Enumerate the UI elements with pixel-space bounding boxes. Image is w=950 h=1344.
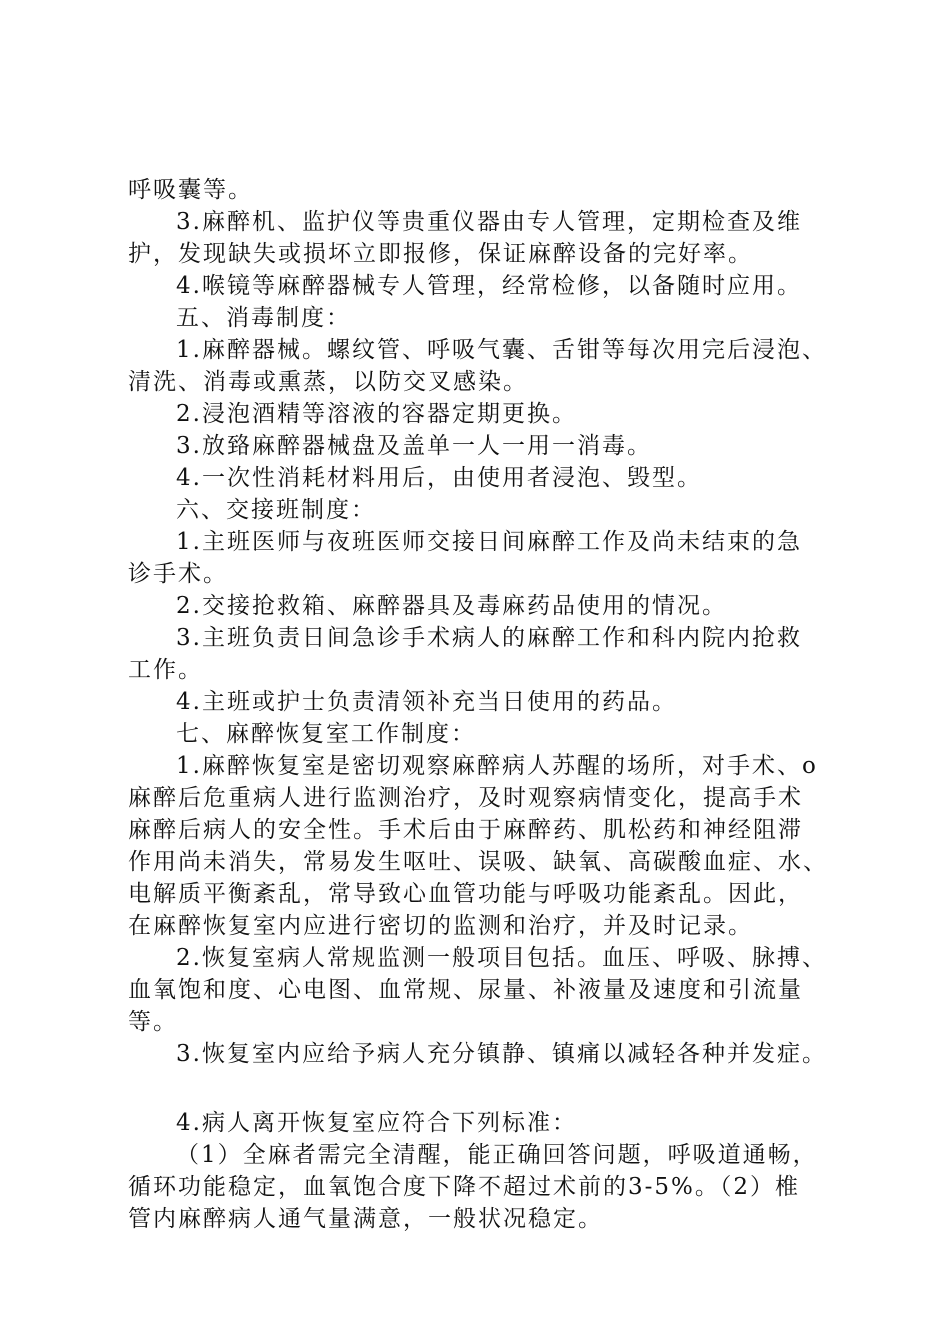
text-line: 3.放臵麻醉器械盘及盖单一人一用一消毒。 [176, 433, 652, 459]
text-line: 清洗、消毒或熏蒸，以防交叉感染。 [128, 369, 528, 395]
text-line: 麻醉后病人的安全性。手术后由于麻醉药、肌松药和神经阻滞 [128, 817, 803, 843]
text-line: 2.交接抢救箱、麻醉器具及毒麻药品使用的情况。 [176, 593, 727, 619]
text-line: 电解质平衡紊乱，常导致心血管功能与呼吸功能紊乱。因此， [128, 881, 803, 907]
text-line: 4.喉镜等麻醉器械专人管理，经常检修，以备随时应用。 [176, 273, 802, 299]
section-heading: 六、交接班制度： [176, 497, 376, 523]
text-line: 呼吸囊等。 [128, 177, 253, 203]
text-line: 2.浸泡酒精等溶液的容器定期更换。 [176, 401, 577, 427]
text-line: 4.病人离开恢复室应符合下列标准： [176, 1110, 577, 1136]
text-line: 循环功能稳定，血氧饱合度下降不超过术前的3-5%。（2）椎 [128, 1174, 801, 1200]
text-line: 4.主班或护士负责清领补充当日使用的药品。 [176, 689, 677, 715]
document-body [128, 174, 858, 1235]
paragraph-spacer [128, 1070, 858, 1107]
text-line: 2.恢复室病人常规监测一般项目包括。血压、呼吸、脉搏、 [176, 945, 827, 971]
section-heading: 七、麻醉恢复室工作制度： [176, 721, 476, 747]
text-line: 3.恢复室内应给予病人充分镇静、镇痛以减轻各种并发症。 [176, 1041, 827, 1067]
section-heading: 五、消毒制度： [176, 305, 351, 331]
text-line: 1.主班医师与夜班医师交接日间麻醉工作及尚未结束的急 [176, 529, 802, 555]
text-line: 工作。 [128, 657, 203, 683]
text-line: 1.麻醉器械。螺纹管、呼吸气囊、舌钳等每次用完后浸泡、 [176, 337, 827, 363]
text-line: 3.麻醉机、监护仪等贵重仪器由专人管理，定期检查及维 [176, 209, 802, 235]
text-line: 管内麻醉病人通气量满意，一般状况稳定。 [128, 1206, 603, 1232]
text-line: 1.麻醉恢复室是密切观察麻醉病人苏醒的场所，对手术、o [176, 753, 818, 779]
text-line: 等。 [128, 1009, 178, 1035]
text-line: 护，发现缺失或损坏立即报修，保证麻醉设备的完好率。 [128, 241, 753, 267]
text-line: 血氧饱和度、心电图、血常规、尿量、补液量及速度和引流量 [128, 977, 803, 1003]
text-line: 麻醉后危重病人进行监测治疗，及时观察病情变化，提高手术 [128, 785, 803, 811]
text-line: 诊手术。 [128, 561, 228, 587]
text-line: 作用尚未消失，常易发生呕吐、误吸、缺氧、高碳酸血症、水、 [128, 849, 828, 875]
text-line: 4.一次性消耗材料用后，由使用者浸泡、毁型。 [176, 465, 702, 491]
text-line: 在麻醉恢复室内应进行密切的监测和治疗，并及时记录。 [128, 913, 753, 939]
text-line: 3.主班负责日间急诊手术病人的麻醉工作和科内院内抢救 [176, 625, 802, 651]
text-line: （1）全麻者需完全清醒，能正确回答问题，呼吸道通畅， [176, 1142, 818, 1168]
